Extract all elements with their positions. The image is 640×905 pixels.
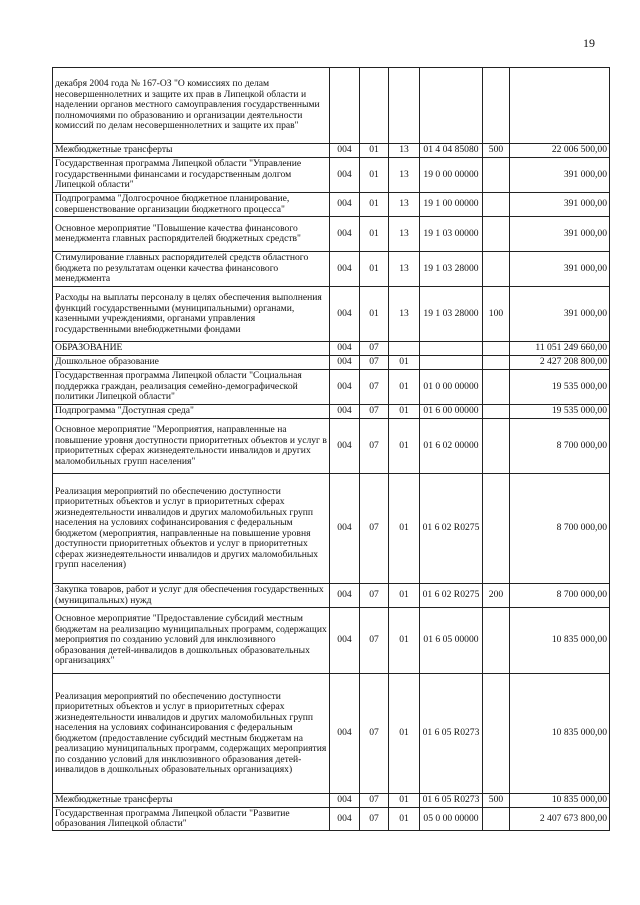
budget-table (52, 67, 610, 831)
row-pr: 01 (389, 370, 420, 405)
row-vr (483, 252, 510, 287)
row-csr (420, 68, 483, 144)
table-row (53, 144, 610, 158)
row-pr: 01 (389, 808, 420, 831)
row-rz (360, 68, 389, 144)
row-sum: 391 000,00 (510, 158, 610, 193)
row-vr: 500 (483, 794, 510, 808)
row-rz: 07 (360, 584, 389, 608)
row-rz: 07 (360, 342, 389, 356)
row-pr: 13 (389, 158, 420, 193)
row-name: Стимулирование главных распорядителей средств областного бюджета по результатам оценки качества финансового менеджмента (53, 252, 330, 287)
row-sum: 10 835 000,00 (510, 794, 610, 808)
row-csr: 01 6 02 R0275 (420, 474, 483, 584)
row-sum: 8 700 000,00 (510, 419, 610, 474)
row-ved: 004 (330, 158, 360, 193)
row-ved: 004 (330, 356, 360, 370)
row-ved (330, 68, 360, 144)
row-pr (389, 342, 420, 356)
row-vr: 100 (483, 287, 510, 342)
row-sum: 10 835 000,00 (510, 608, 610, 674)
row-sum: 391 000,00 (510, 193, 610, 217)
row-rz: 07 (360, 794, 389, 808)
row-rz: 01 (360, 217, 389, 252)
row-ved: 004 (330, 608, 360, 674)
row-sum: 2 427 208 800,00 (510, 356, 610, 370)
table-row (53, 419, 610, 474)
row-ved: 004 (330, 193, 360, 217)
row-csr: 19 1 03 00000 (420, 217, 483, 252)
row-ved: 004 (330, 287, 360, 342)
row-csr (420, 356, 483, 370)
table-row (53, 287, 610, 342)
row-ved: 004 (330, 342, 360, 356)
row-rz: 01 (360, 252, 389, 287)
row-sum: 391 000,00 (510, 287, 610, 342)
table-row (53, 474, 610, 584)
row-csr: 01 6 05 R0273 (420, 794, 483, 808)
row-vr (483, 158, 510, 193)
table-row (53, 342, 610, 356)
row-rz: 01 (360, 193, 389, 217)
row-ved: 004 (330, 144, 360, 158)
row-pr: 01 (389, 419, 420, 474)
row-sum (510, 68, 610, 144)
table-row (53, 158, 610, 193)
table-row (53, 68, 610, 144)
table-row (53, 674, 610, 794)
row-csr: 05 0 00 00000 (420, 808, 483, 831)
page-number: 19 (583, 36, 595, 50)
row-ved: 004 (330, 674, 360, 794)
row-name: Межбюджетные трансферты (53, 794, 330, 808)
row-rz: 07 (360, 356, 389, 370)
table-row (53, 808, 610, 831)
row-pr: 01 (389, 474, 420, 584)
row-name: Расходы на выплаты персоналу в целях обеспечения выполнения функций государственными (муниципальными) органами, казенными учреждениями, органами управления государственными внебюджетными фондами (53, 287, 330, 342)
row-sum: 8 700 000,00 (510, 474, 610, 584)
row-rz: 07 (360, 608, 389, 674)
row-pr: 01 (389, 584, 420, 608)
table-row (53, 794, 610, 808)
row-name: Дошкольное образование (53, 356, 330, 370)
row-vr (483, 356, 510, 370)
row-vr (483, 674, 510, 794)
row-vr (483, 405, 510, 419)
row-csr: 19 1 03 28000 (420, 287, 483, 342)
row-rz: 07 (360, 405, 389, 419)
table-row (53, 405, 610, 419)
row-pr: 01 (389, 674, 420, 794)
row-vr (483, 217, 510, 252)
row-rz: 07 (360, 474, 389, 584)
row-rz: 07 (360, 808, 389, 831)
row-name: Основное мероприятие "Повышение качества финансового менеджмента главных распорядителей бюджетных средств" (53, 217, 330, 252)
row-pr: 13 (389, 217, 420, 252)
row-csr: 19 0 00 00000 (420, 158, 483, 193)
row-name: Основное мероприятие "Предоставление субсидий местным бюджетам на реализацию муниципальных программ, содержащих мероприятия по созданию условий для инклюзивного образования детей-инвалидов в дошкольных образовательных организациях" (53, 608, 330, 674)
row-csr: 19 1 00 00000 (420, 193, 483, 217)
row-pr: 13 (389, 252, 420, 287)
row-vr (483, 342, 510, 356)
row-name: Реализация мероприятий по обеспечению доступности приоритетных объектов и услуг в приоритетных сферах жизнедеятельности инвалидов и других маломобильных групп населения на условиях софинансирования с федеральным бюджетом (мероприятия, направленные на повышение уровня доступности приоритетных объектов и услуг в приоритетных сферах жизнедеятельности инвалидов и других маломобильных групп населения) (53, 474, 330, 584)
row-vr (483, 370, 510, 405)
row-sum: 391 000,00 (510, 252, 610, 287)
row-ved: 004 (330, 370, 360, 405)
row-pr: 01 (389, 794, 420, 808)
row-name: декабря 2004 года № 167-ОЗ "О комиссиях по делам несовершеннолетних и защите их прав в Липецкой области и наделении органов местного самоуправления государственными полномочиями по образованию и организации деятельности комиссий по делам несовершеннолетних и защите их прав" (53, 68, 330, 144)
row-name: Подпрограмма "Долгосрочное бюджетное планирование, совершенствование организации бюджетного процесса" (53, 193, 330, 217)
row-sum: 8 700 000,00 (510, 584, 610, 608)
row-pr (389, 68, 420, 144)
row-name: Закупка товаров, работ и услуг для обеспечения государственных (муниципальных) нужд (53, 584, 330, 608)
row-csr: 01 4 04 85080 (420, 144, 483, 158)
row-rz: 07 (360, 419, 389, 474)
row-sum: 19 535 000,00 (510, 370, 610, 405)
table-row (53, 252, 610, 287)
table-row (53, 193, 610, 217)
row-pr: 01 (389, 356, 420, 370)
row-sum: 2 407 673 800,00 (510, 808, 610, 831)
row-name: Межбюджетные трансферты (53, 144, 330, 158)
row-vr (483, 474, 510, 584)
row-pr: 01 (389, 608, 420, 674)
row-csr: 19 1 03 28000 (420, 252, 483, 287)
row-rz: 01 (360, 287, 389, 342)
row-csr: 01 0 00 00000 (420, 370, 483, 405)
row-name: Подпрограмма "Доступная среда" (53, 405, 330, 419)
row-name: Основное мероприятие "Мероприятия, направленные на повышение уровня доступности приоритетных объектов и услуг в приоритетных сферах жизнедеятельности инвалидов и других маломобильных групп населения" (53, 419, 330, 474)
row-csr: 01 6 05 00000 (420, 608, 483, 674)
row-ved: 004 (330, 794, 360, 808)
row-vr (483, 808, 510, 831)
row-vr (483, 68, 510, 144)
row-sum: 19 535 000,00 (510, 405, 610, 419)
row-rz: 07 (360, 370, 389, 405)
table-row (53, 370, 610, 405)
table-row (53, 356, 610, 370)
table-row (53, 217, 610, 252)
row-name: Государственная программа Липецкой области "Социальная поддержка граждан, реализация семейно-демографической политики Липецкой области" (53, 370, 330, 405)
row-name: ОБРАЗОВАНИЕ (53, 342, 330, 356)
table-row (53, 584, 610, 608)
row-csr: 01 6 02 00000 (420, 419, 483, 474)
row-ved: 004 (330, 252, 360, 287)
row-ved: 004 (330, 474, 360, 584)
row-name: Реализация мероприятий по обеспечению доступности приоритетных объектов и услуг в приоритетных сферах жизнедеятельности инвалидов и других маломобильных групп населения на условиях софинансирования с федеральным бюджетом (предоставление субсидий местным бюджетам на реализацию муниципальных программ, содержащих мероприятия по созданию условий для инклюзивного образования детей-инвалидов в дошкольных образовательных организациях) (53, 674, 330, 794)
row-csr: 01 6 05 R0273 (420, 674, 483, 794)
row-vr (483, 608, 510, 674)
row-sum: 11 051 249 660,00 (510, 342, 610, 356)
row-pr: 13 (389, 287, 420, 342)
row-sum: 10 835 000,00 (510, 674, 610, 794)
row-rz: 01 (360, 158, 389, 193)
row-name: Государственная программа Липецкой области "Управление государственными финансами и государственным долгом Липецкой области" (53, 158, 330, 193)
row-ved: 004 (330, 405, 360, 419)
row-rz: 07 (360, 674, 389, 794)
row-pr: 01 (389, 405, 420, 419)
row-csr (420, 342, 483, 356)
row-csr: 01 6 02 R0275 (420, 584, 483, 608)
row-vr (483, 193, 510, 217)
row-name: Государственная программа Липецкой области "Развитие образования Липецкой области" (53, 808, 330, 831)
row-ved: 004 (330, 217, 360, 252)
row-vr (483, 419, 510, 474)
row-ved: 004 (330, 419, 360, 474)
row-ved: 004 (330, 584, 360, 608)
table-row (53, 608, 610, 674)
row-csr: 01 6 00 00000 (420, 405, 483, 419)
row-vr: 500 (483, 144, 510, 158)
row-vr: 200 (483, 584, 510, 608)
row-sum: 22 006 500,00 (510, 144, 610, 158)
row-sum: 391 000,00 (510, 217, 610, 252)
row-rz: 01 (360, 144, 389, 158)
row-pr: 13 (389, 144, 420, 158)
row-pr: 13 (389, 193, 420, 217)
row-ved: 004 (330, 808, 360, 831)
